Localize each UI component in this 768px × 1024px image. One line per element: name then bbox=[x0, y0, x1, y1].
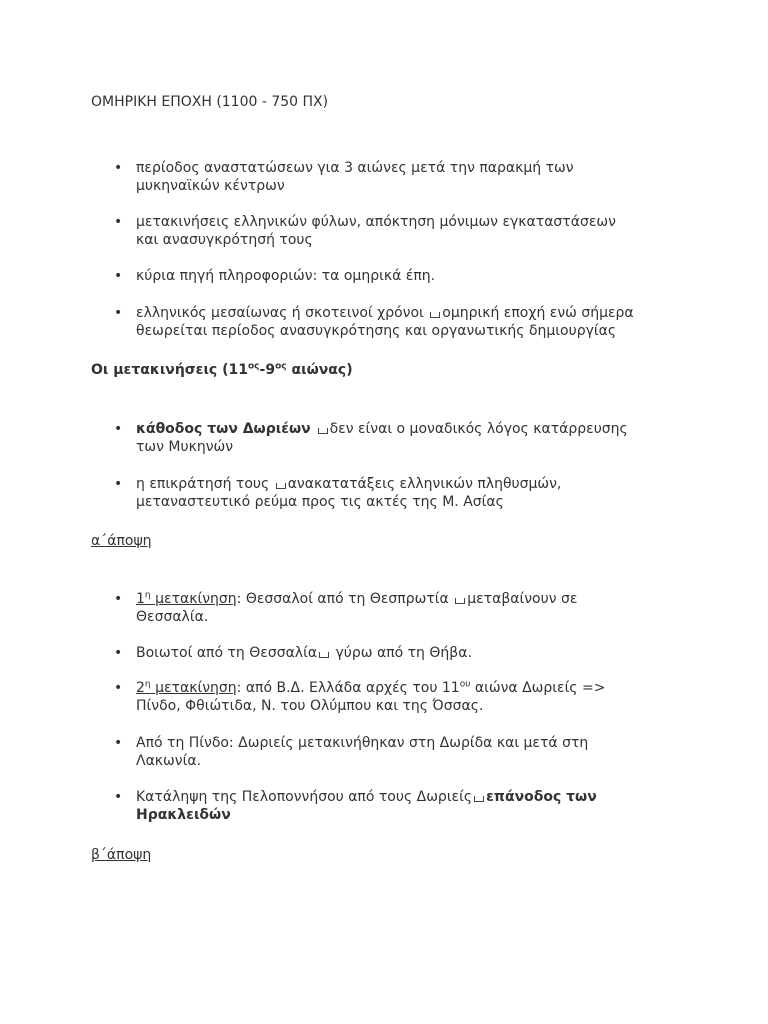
list-item-text bbox=[136, 267, 666, 285]
arrow-icon bbox=[455, 598, 465, 604]
list-item-line: θεωρείται περίοδος ανασυγκρότησης και οργανωτικής δημιουργίας bbox=[136, 323, 617, 339]
list-item-line: Από τη Πίνδο: Δωριείς μετακινήθηκαν στη Δωρίδα και μετά στη bbox=[136, 735, 589, 751]
list-item-line: Βοιωτοί από τη Θεσσαλία bbox=[136, 645, 318, 661]
page-title bbox=[91, 94, 328, 110]
heading-part: Οι μετακινήσεις (11 bbox=[91, 362, 248, 378]
term-part: μετακίνηση bbox=[150, 680, 237, 696]
underlined-term bbox=[136, 591, 237, 607]
century-sup: ου bbox=[459, 679, 471, 690]
list-item-line: Λακωνία. bbox=[136, 753, 202, 769]
heading-sup: ος bbox=[275, 361, 287, 372]
arrow-icon bbox=[318, 428, 328, 434]
list-item-line: : από Β.Δ. Ελλάδα αρχές του 11 bbox=[236, 680, 460, 696]
list-item-line: και ανασυγκρότησή τους bbox=[136, 232, 313, 248]
term-sup: η bbox=[144, 679, 151, 690]
list-item-line: Πίνδο, Φθιώτιδα, Ν. του Ολύμπου και της Όσσας. bbox=[136, 698, 484, 714]
bullet-icon: • bbox=[114, 680, 123, 696]
list-item-line: : Θεσσαλοί από τη Θεσπρωτία bbox=[236, 591, 454, 607]
bullet-icon: • bbox=[114, 305, 123, 321]
list-item-text bbox=[136, 159, 666, 195]
section-link-beta[interactable] bbox=[91, 847, 151, 863]
bullet-icon: • bbox=[114, 421, 123, 437]
list-item-line: ομηρική εποχή ενώ σήμερα bbox=[442, 305, 634, 321]
list-item-text bbox=[136, 304, 666, 340]
heading-sup: ος bbox=[248, 361, 260, 372]
section-link-text[interactable]: β΄άποψη bbox=[91, 847, 152, 863]
list-item-line: Θεσσαλία. bbox=[136, 609, 209, 625]
section-heading bbox=[91, 362, 353, 378]
bullet-icon: • bbox=[114, 645, 123, 661]
list-item-text bbox=[136, 679, 666, 715]
term-part: 1 bbox=[136, 591, 145, 607]
list-item-bold: επάνοδος των bbox=[486, 789, 597, 805]
arrow-icon bbox=[276, 483, 286, 489]
list-item-line: των Μυκηνών bbox=[136, 439, 234, 455]
list-item-bold: Ηρακλειδών bbox=[136, 807, 231, 823]
list-item-line: ανακατατάξεις ελληνικών πληθυσμών, bbox=[287, 476, 562, 492]
list-item-bold: κάθοδος των Δωριέων bbox=[136, 421, 316, 437]
section-link-alpha[interactable] bbox=[91, 533, 152, 549]
bullet-icon: • bbox=[114, 268, 123, 284]
list-item-line: μεταναστευτικό ρεύμα προς τις ακτές της Μ. Ασίας bbox=[136, 494, 504, 510]
list-item-text bbox=[136, 788, 666, 824]
page-title-text: ΟΜΗΡΙΚΗ ΕΠΟΧΗ (1100 - 750 ΠΧ) bbox=[91, 94, 329, 110]
list-item-line: μυκηναϊκών κέντρων bbox=[136, 178, 285, 194]
bullet-icon: • bbox=[114, 735, 123, 751]
list-item-text bbox=[136, 644, 666, 662]
list-item-line: ελληνικός μεσαίωνας ή σκοτεινοί χρόνοι bbox=[136, 305, 429, 321]
heading-part: αιώνας) bbox=[286, 362, 353, 378]
term-sup: η bbox=[144, 590, 151, 601]
list-item-text bbox=[136, 734, 666, 770]
list-item-line: η επικράτησή τους bbox=[136, 476, 274, 492]
list-item-line: περίοδος αναστατώσεων για 3 αιώνες μετά την παρακμή των bbox=[136, 160, 574, 176]
list-item-text bbox=[136, 420, 666, 456]
list-item-text bbox=[136, 475, 666, 511]
list-item-text bbox=[136, 590, 666, 626]
list-item-line: κύρια πηγή πληροφοριών: τα ομηρικά έπη. bbox=[136, 268, 436, 284]
term-part: μετακίνηση bbox=[150, 591, 237, 607]
bullet-icon: • bbox=[114, 789, 123, 805]
heading-part: -9 bbox=[259, 362, 276, 378]
bullet-icon: • bbox=[114, 214, 123, 230]
list-item-line: αιώνα Δωριείς => bbox=[470, 680, 606, 696]
term-part: 2 bbox=[136, 680, 145, 696]
bullet-icon: • bbox=[114, 591, 123, 607]
list-item-line: μετακινήσεις ελληνικών φύλων, απόκτηση μόνιμων εγκαταστάσεων bbox=[136, 214, 616, 230]
list-item-line: Κατάληψη της Πελοποννήσου από τους Δωριείς bbox=[136, 789, 473, 805]
arrow-icon bbox=[430, 312, 440, 318]
underlined-term bbox=[136, 680, 237, 696]
list-item-line: γύρω από τη Θήβα. bbox=[331, 645, 472, 661]
list-item-line: δεν είναι ο μοναδικός λόγος κατάρρευσης bbox=[329, 421, 628, 437]
bullet-icon: • bbox=[114, 476, 123, 492]
bullet-icon: • bbox=[114, 160, 123, 176]
arrow-icon bbox=[474, 796, 484, 802]
section-link-text[interactable]: α΄άποψη bbox=[91, 533, 152, 549]
list-item-line: μεταβαίνουν σε bbox=[467, 591, 578, 607]
arrow-icon bbox=[319, 652, 329, 658]
list-item-text bbox=[136, 213, 666, 249]
